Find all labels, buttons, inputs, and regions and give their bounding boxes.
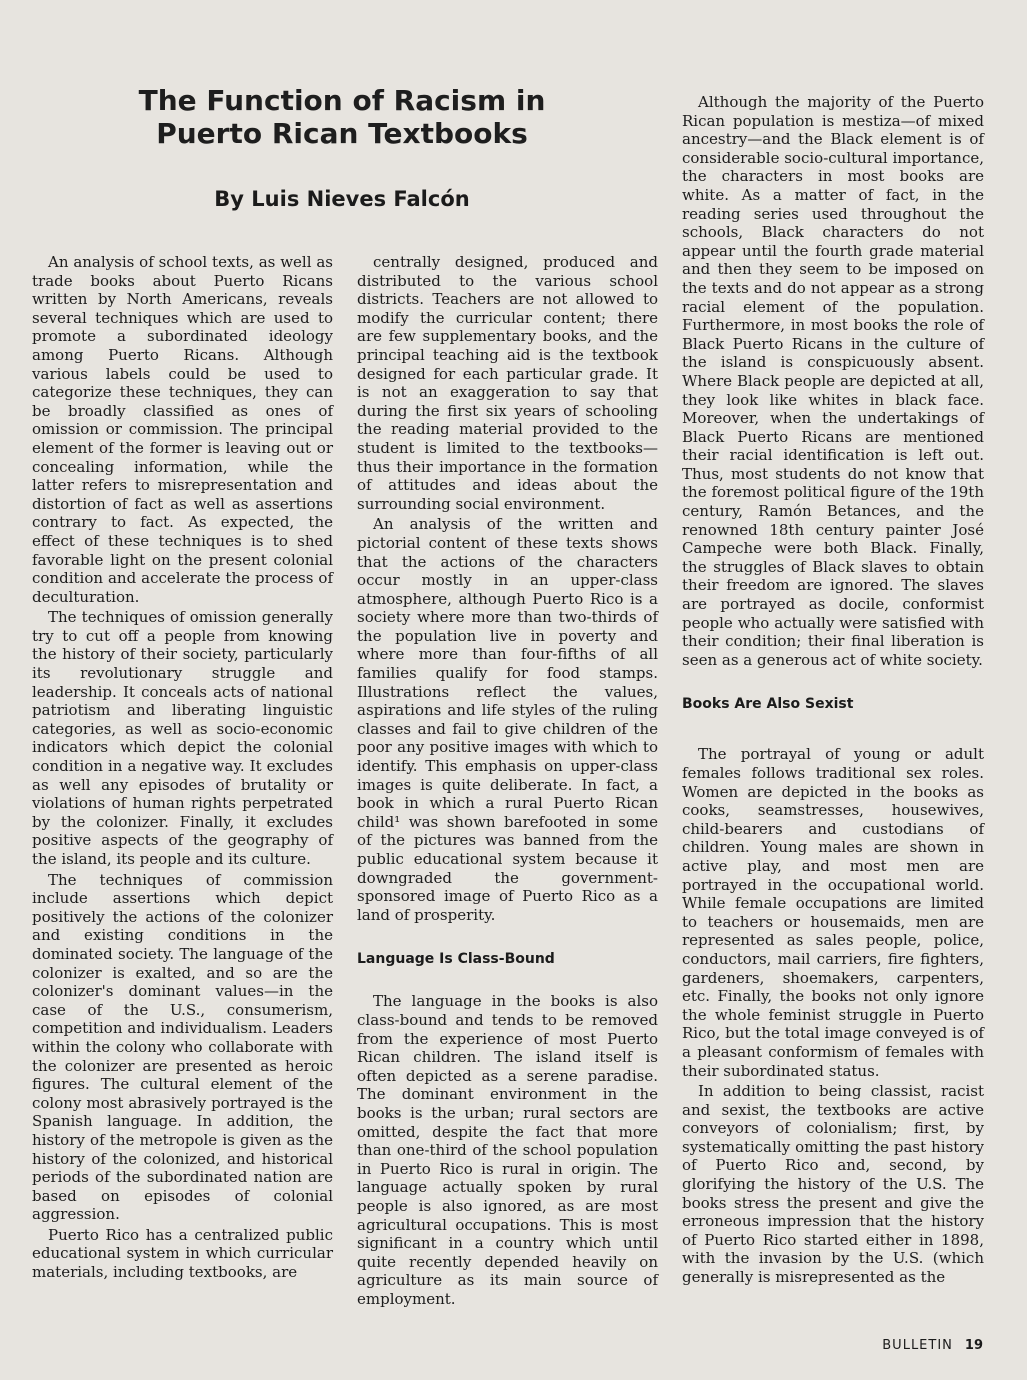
section-heading: Books Are Also Sexist [682, 696, 854, 713]
page-footer [882, 1338, 983, 1354]
paragraph: In addition to being classist, racist and sexist, the textbooks are active conveyors of colonialism; first, by systematically omitting the past history of Puerto Rico and, second, by glorifying the history of the U.S. The books stress the present and give the erroneous impression that the history of Puerto Rico started either in 1898, with the invasion by the U.S. (which generally is misrepresented as the [682, 1082, 984, 1287]
paragraph: Puerto Rico has a centralized public educational system in which curricular materials, including textbooks, are [32, 1225, 333, 1282]
paragraph: An analysis of school texts, as well as trade books about Puerto Ricans written by North Americans, reveals several techniques which are used to promote a subordinated ideology among Puerto Ricans. Although various labels could be used to categorize these techniques, they can be broadly classified as ones of omission or commission. The principal element of the former is leaving out or concealing information, while the latter refers to misrepresentation and distortion of fact as well as assertions contrary to fact. As expected, the effect of these techniques is to shed favorable light on the present colonial condition and accelerate the process of deculturation. [32, 253, 333, 606]
paragraph: centrally designed, produced and distributed to the various school districts. Teachers are not allowed to modify the curricular content; there are few supplementary books, and the principal teaching aid is the textbook designed for each particular grade. It is not an exaggeration to say that during the first six years of schooling the reading material provided to the student is limited to the textbooks—thus their importance in the formation of attitudes and ideas about the surrounding social environment. [357, 253, 658, 513]
paragraph: The techniques of commission include assertions which depict positively the actions of the colonizer and existing conditions in the dominated society. The language of the colonizer is exalted, and so are the colonizer's dominant values—in the case of the U.S., consumerism, competition and individualism. Leaders within the colony who collaborate with the colonizer are presented as heroic figures. The cultural element of the colony most abrasively portrayed is the Spanish language. In addition, the history of the metropole is given as the history of the colonized, and historical periods of the subordinated nation are based on episodes of colonial aggression. [32, 870, 333, 1224]
paragraph: The techniques of omission generally try to cut off a people from knowing the history of their society, particularly its revolutionary struggle and leadership. It conceals acts of national patriotism and liberating linguistic categories, as well as socio-economic indicators which depict the colonial condition in a negative way. It excludes as well any episodes of brutality or violations of human rights perpetrated by the colonizer. Finally, it excludes positive aspects of the geography of the island, its people and its culture. [32, 608, 333, 868]
page-number: 19 [964, 1338, 983, 1353]
text-column-1 [32, 253, 333, 1282]
title-line-1: The Function of Racism in [138, 84, 546, 117]
text-column-2 [357, 253, 658, 1308]
paragraph: An analysis of the written and pictorial content of these texts shows that the actions of the characters occur mostly in an upper-class atmosphere, although Puerto Rico is a society where more than two-thirds of the population live in poverty and where more than four-fifths of all families qualify for food stamps. Illustrations reflect the values, aspirations and life styles of the ruling classes and fail to give children of the poor any positive images with which to identify. This emphasis on upper-class images is quite deliberate. In fact, a book in which a rural Puerto Rican child¹ was shown barefooted in some of the pictures was banned from the public educational system because it downgraded the government-sponsored image of Puerto Rico as a land of prosperity. [357, 515, 658, 924]
publication-name: BULLETIN [882, 1338, 953, 1353]
paragraph: The portrayal of young or adult females follows traditional sex roles. Women are depicted in the books as cooks, seamstresses, housewives, child-bearers and custodians of children. Young males are shown in active play, and most men are portrayed in the occupational world. While female occupations are limited to teachers or housemaids, men are represented as sales people, police, conductors, mail carriers, fire fighters, gardeners, shoemakers, carpenters, etc. Finally, the books not only ignore the whole feminist struggle in Puerto Rico, but the total image conveyed is of a pleasant conformism of females with their subordinated status. [682, 745, 984, 1080]
title-line-2: Puerto Rican Textbooks [156, 117, 528, 150]
text-column-3 [682, 93, 984, 1287]
article-byline: By Luis Nieves Falcón [214, 187, 470, 211]
paragraph: Although the majority of the Puerto Rican population is mestiza—of mixed ancestry—and the Black element is of considerable socio-cultural importance, the characters in most books are white. As a matter of fact, in the reading series used throughout the schools, Black characters do not appear until the fourth grade material and then they seem to be imposed on the texts and do not appear as a strong racial element of the population. Furthermore, in most books the role of Black Puerto Ricans in the culture of the island is conspicuously absent. Where Black people are depicted at all, they look like whites in black face. Moreover, when the undertakings of Black Puerto Ricans are mentioned their racial identification is left out. Thus, most students do not know that the foremost political figure of the 19th century, Ramón Betances, and the renowned 18th century painter José Campeche were both Black. Finally, the struggles of Black slaves to obtain their freedom are ignored. The slaves are portrayed as docile, conformist people who actually were satisfied with their condition; their final liberation is seen as a generous act of white society. [682, 93, 984, 669]
article-title [80, 84, 604, 150]
section-heading: Language Is Class-Bound [357, 951, 555, 968]
paragraph: The language in the books is also class-bound and tends to be removed from the experience of most Puerto Rican children. The island itself is often depicted as a serene paradise. The dominant environment in the books is the urban; rural sectors are omitted, despite the fact that more than one-third of the school population in Puerto Rico is rural in origin. The language actually spoken by rural people is also ignored, as are most agricultural occupations. This is most significant in a country which until quite recently depended heavily on agriculture as its main source of employment. [357, 992, 658, 1308]
